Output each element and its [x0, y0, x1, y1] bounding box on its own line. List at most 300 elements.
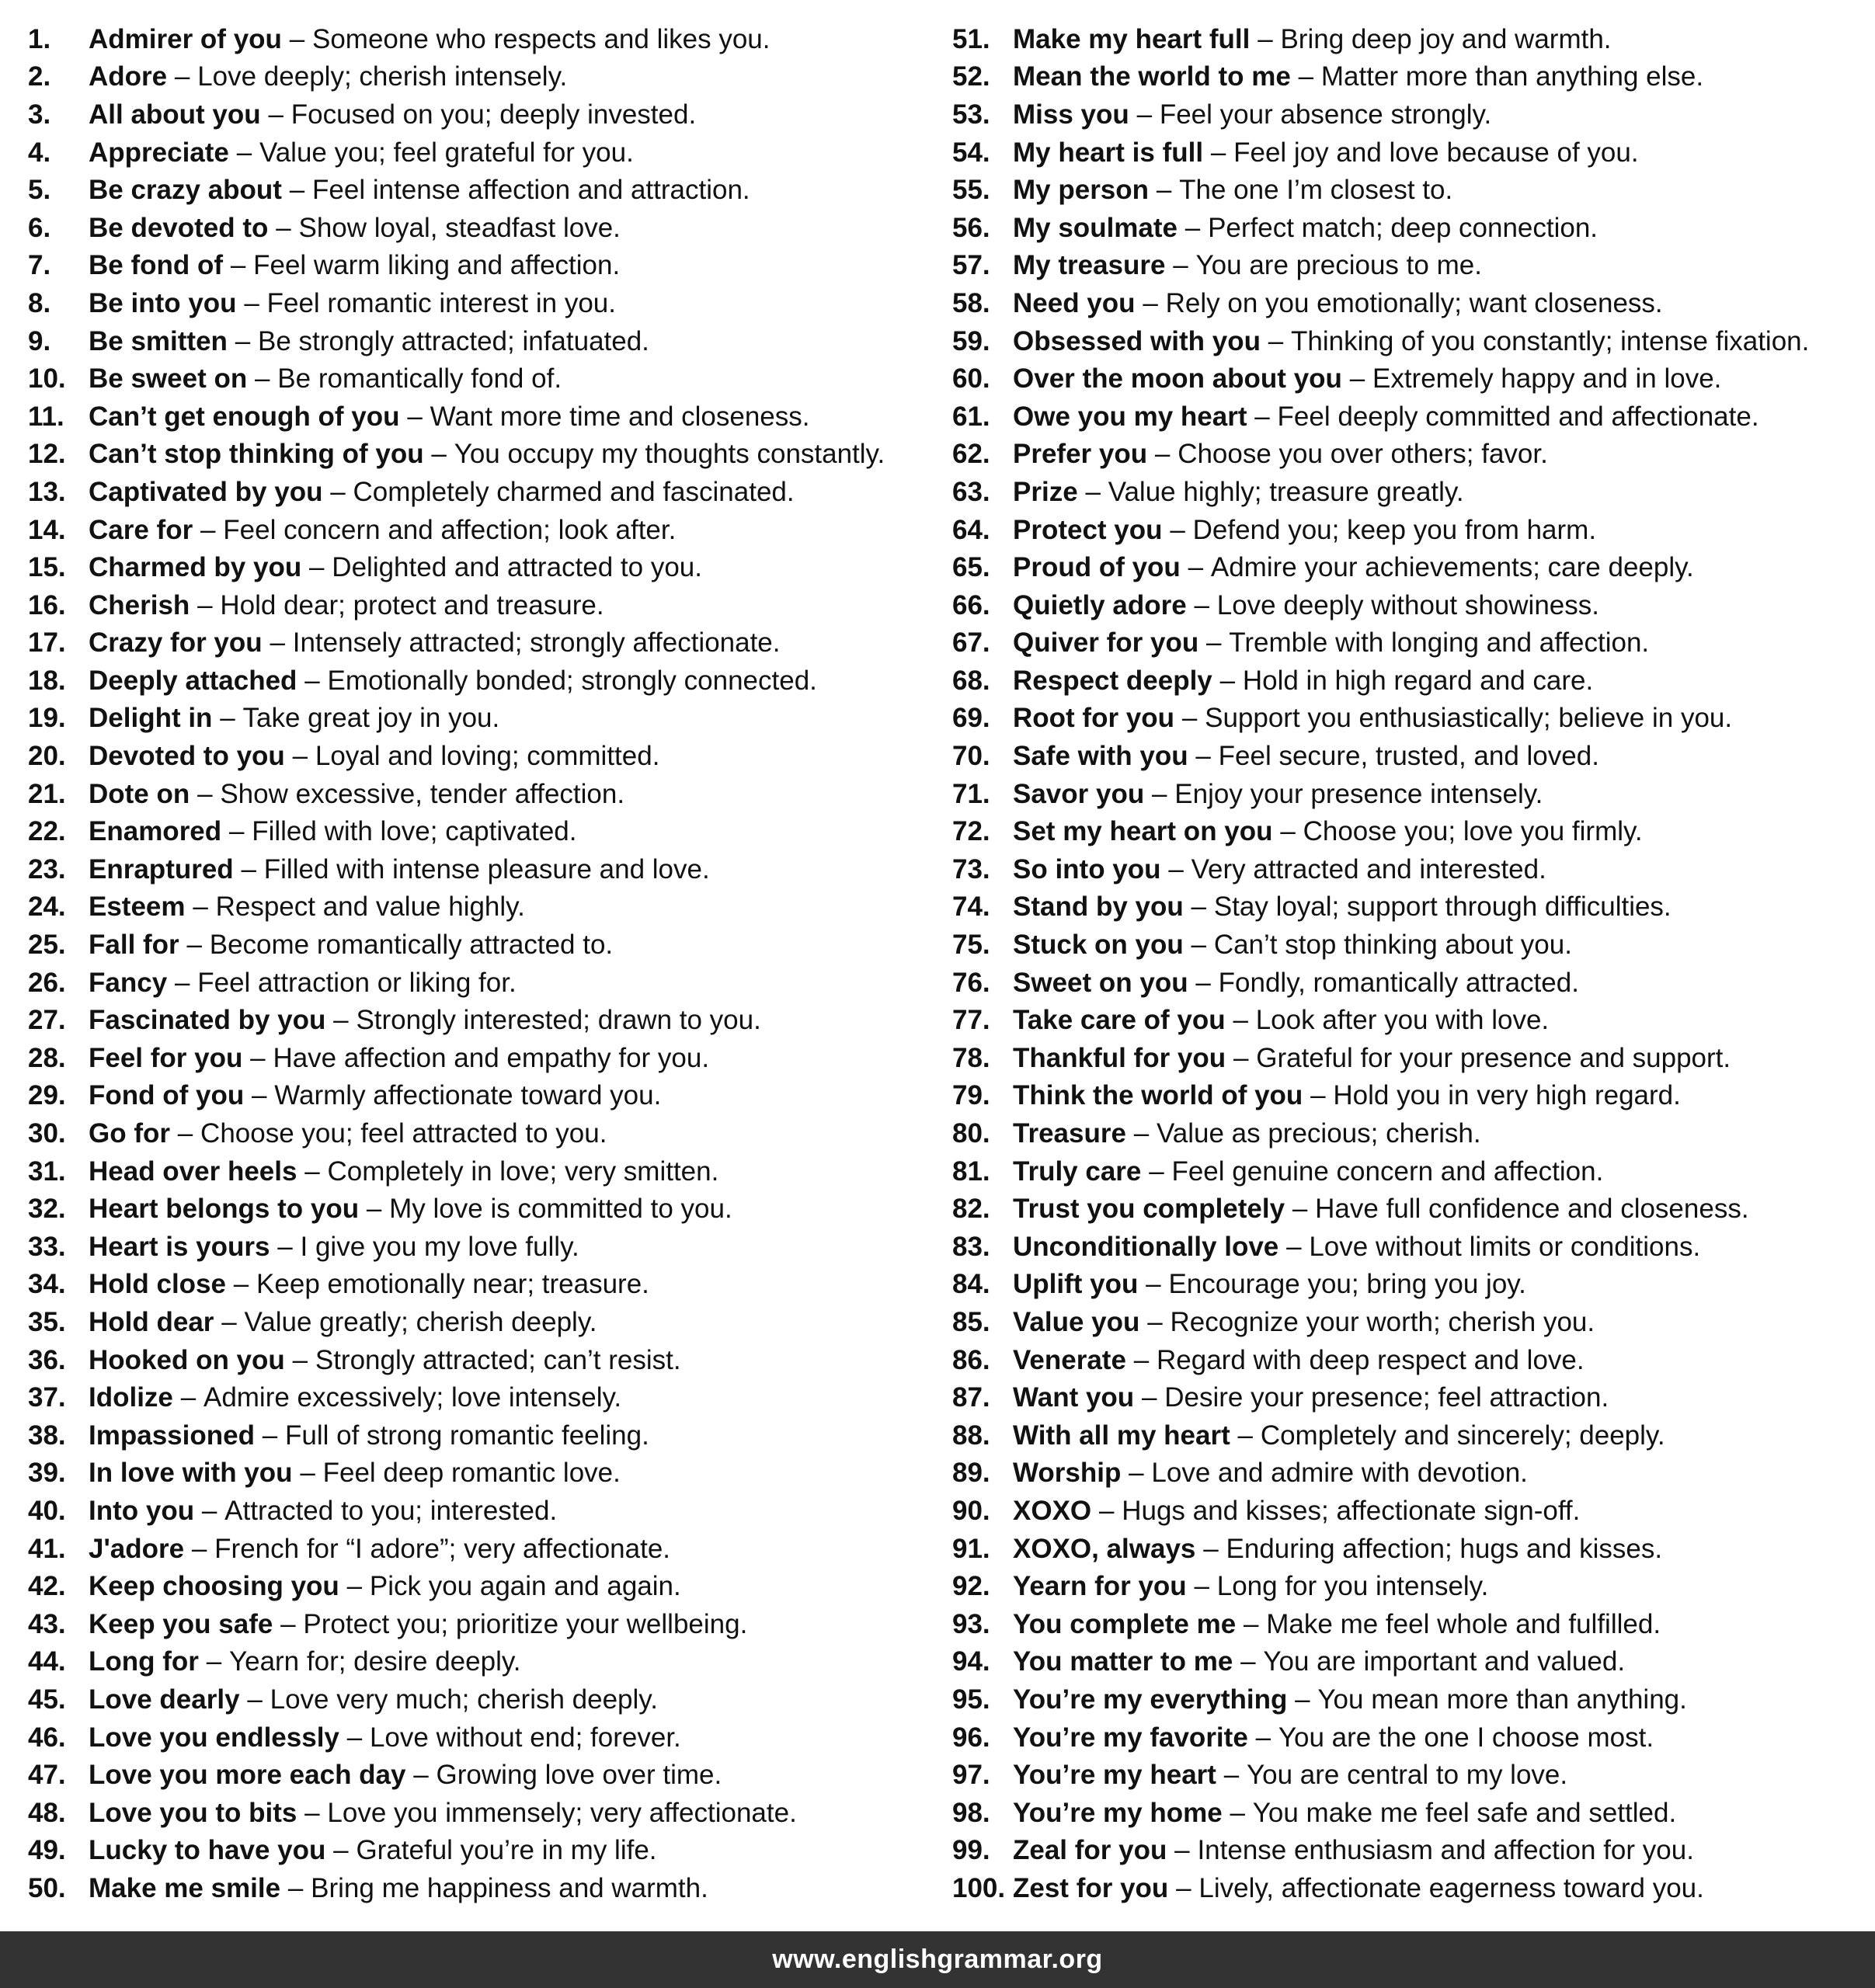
item-term: Quiver for you — [1013, 627, 1199, 659]
item-term: Into you — [89, 1495, 195, 1526]
item-number: 20. — [28, 741, 66, 772]
item-separator: – — [177, 1118, 193, 1149]
list-item — [28, 473, 944, 511]
item-definition: Intense enthusiasm and affection for you. — [1197, 1835, 1694, 1866]
list-item — [952, 1567, 1869, 1605]
item-separator: – — [268, 99, 284, 130]
item-definition: Be strongly attracted; infatuated. — [258, 325, 649, 356]
list-item — [28, 775, 944, 813]
item-number: 37. — [28, 1382, 66, 1413]
item-number: 82. — [952, 1194, 990, 1225]
item-definition: Completely in love; very smitten. — [327, 1156, 719, 1187]
item-definition: Feel genuine concern and affection. — [1171, 1156, 1604, 1187]
item-definition: Choose you; love you firmly. — [1303, 816, 1643, 847]
item-number: 40. — [28, 1495, 66, 1526]
item-definition: Love deeply without showiness. — [1216, 589, 1599, 620]
list-item — [952, 209, 1869, 247]
item-number: 3. — [28, 99, 51, 130]
item-number: 17. — [28, 627, 66, 659]
item-term: Deeply attached — [89, 665, 297, 696]
item-term: Take care of you — [1013, 1005, 1226, 1036]
item-definition: Choose you; feel attracted to you. — [200, 1118, 607, 1149]
item-separator: – — [1188, 552, 1204, 583]
list-item — [28, 624, 944, 662]
item-definition: Love without limits or conditions. — [1309, 1231, 1701, 1262]
item-number: 75. — [952, 930, 990, 961]
item-number: 79. — [952, 1080, 990, 1111]
list-item — [28, 1756, 944, 1794]
item-term: You’re my heart — [1013, 1760, 1216, 1791]
item-number: 55. — [952, 175, 990, 206]
item-term: Miss you — [1013, 99, 1129, 130]
item-number: 67. — [952, 627, 990, 659]
item-definition: Feel intense affection and attraction. — [312, 175, 750, 206]
list-item — [28, 1605, 944, 1643]
item-number: 19. — [28, 703, 66, 734]
item-separator: – — [206, 1646, 222, 1677]
item-number: 65. — [952, 552, 990, 583]
list-item — [952, 360, 1869, 398]
item-number: 59. — [952, 325, 990, 356]
item-definition: Full of strong romantic feeling. — [285, 1420, 649, 1451]
item-term: Stand by you — [1013, 891, 1184, 923]
list-item — [952, 58, 1869, 96]
list-item — [952, 1341, 1869, 1379]
item-separator: – — [1195, 741, 1211, 772]
item-term: Want you — [1013, 1382, 1135, 1413]
item-definition: Long for you intensely. — [1216, 1571, 1489, 1602]
item-term: My person — [1013, 175, 1150, 206]
item-term: Truly care — [1013, 1156, 1142, 1187]
item-separator: – — [236, 137, 252, 168]
item-separator: – — [174, 61, 190, 92]
item-number: 18. — [28, 665, 66, 696]
item-separator: – — [346, 1722, 363, 1753]
item-definition: Feel concern and affection; look after. — [223, 514, 677, 545]
item-separator: – — [1168, 853, 1184, 885]
item-number: 7. — [28, 250, 51, 281]
item-definition: Focused on you; deeply invested. — [290, 99, 697, 130]
item-separator: – — [230, 250, 246, 281]
item-separator: – — [1141, 1382, 1157, 1413]
item-separator: – — [1181, 703, 1198, 734]
list-item — [28, 1039, 944, 1077]
item-definition: Bring me happiness and warmth. — [311, 1872, 708, 1903]
item-separator: – — [191, 1533, 207, 1564]
item-separator: – — [1098, 1495, 1115, 1526]
item-term: Mean the world to me — [1013, 61, 1291, 92]
item-number: 15. — [28, 552, 66, 583]
item-term: With all my heart — [1013, 1420, 1230, 1451]
item-separator: – — [1133, 1344, 1150, 1375]
item-term: Lucky to have you — [89, 1835, 326, 1866]
list-item — [952, 1416, 1869, 1455]
item-separator: – — [200, 514, 216, 545]
footer-url[interactable]: www.englishgrammar.org — [772, 1945, 1103, 1974]
item-definition: Feel attraction or liking for. — [197, 967, 517, 998]
item-definition: Feel secure, trusted, and loved. — [1218, 741, 1599, 772]
item-term: My soulmate — [1013, 212, 1178, 243]
item-number: 46. — [28, 1722, 66, 1753]
item-definition: Filled with love; captivated. — [252, 816, 577, 847]
item-number: 98. — [952, 1797, 990, 1828]
item-separator: – — [1184, 212, 1201, 243]
item-definition: You are important and valued. — [1263, 1646, 1626, 1677]
item-term: Impassioned — [89, 1420, 255, 1451]
item-number: 48. — [28, 1797, 66, 1828]
item-separator: – — [1223, 1760, 1240, 1791]
list-item — [952, 247, 1869, 285]
item-term: Keep choosing you — [89, 1571, 339, 1602]
item-separator: – — [287, 1872, 304, 1903]
item-separator: – — [1194, 1571, 1209, 1602]
item-separator: – — [366, 1194, 382, 1225]
item-definition: Love without end; forever. — [369, 1722, 681, 1753]
item-term: You complete me — [1013, 1608, 1237, 1639]
item-number: 28. — [28, 1042, 66, 1073]
item-definition: Loyal and loving; committed. — [315, 741, 660, 772]
list-item — [28, 1001, 944, 1039]
item-separator: – — [174, 967, 190, 998]
item-term: Love you to bits — [89, 1797, 297, 1828]
item-definition: Protect you; prioritize your wellbeing. — [303, 1608, 748, 1639]
item-number: 83. — [952, 1231, 990, 1262]
item-separator: – — [289, 175, 305, 206]
list-item — [952, 322, 1869, 360]
item-definition: You are precious to me. — [1195, 250, 1482, 281]
item-definition: Take great joy in you. — [242, 703, 500, 734]
item-definition: Rely on you emotionally; want closeness. — [1165, 287, 1663, 318]
list-item — [952, 926, 1869, 964]
item-term: Obsessed with you — [1013, 325, 1261, 356]
item-separator: – — [1136, 99, 1153, 130]
item-number: 43. — [28, 1608, 66, 1639]
item-number: 85. — [952, 1306, 990, 1337]
item-term: All about you — [89, 99, 261, 130]
item-term: Prefer you — [1013, 439, 1148, 470]
item-term: Make me smile — [89, 1872, 281, 1903]
item-definition: Encourage you; bring you joy. — [1168, 1269, 1526, 1300]
item-definition: Love very much; cherish deeply. — [270, 1684, 658, 1715]
list-item — [28, 284, 944, 322]
item-separator: – — [1133, 1118, 1150, 1149]
item-term: Protect you — [1013, 514, 1163, 545]
list-item — [28, 888, 944, 926]
item-definition: Desire your presence; feel attraction. — [1164, 1382, 1609, 1413]
item-number: 99. — [952, 1835, 990, 1866]
list-item — [28, 360, 944, 398]
item-separator: – — [1280, 816, 1296, 847]
item-term: Hold dear — [89, 1306, 214, 1337]
list-item — [28, 511, 944, 549]
item-term: Cherish — [89, 589, 190, 620]
item-term: Be smitten — [89, 325, 228, 356]
list-item — [952, 700, 1869, 738]
item-definition: Intensely attracted; strongly affectionate. — [292, 627, 781, 659]
item-term: Need you — [1013, 287, 1136, 318]
item-number: 34. — [28, 1269, 66, 1300]
item-number: 94. — [952, 1646, 990, 1677]
item-separator: – — [197, 778, 213, 809]
list-item — [28, 1719, 944, 1757]
item-separator: – — [1195, 967, 1211, 998]
item-definition: Recognize your worth; cherish you. — [1170, 1306, 1595, 1337]
item-separator: – — [255, 363, 270, 394]
item-separator: – — [1254, 401, 1270, 432]
list-item — [952, 96, 1869, 134]
item-number: 63. — [952, 476, 990, 507]
item-term: Make my heart full — [1013, 23, 1251, 54]
list-item — [28, 1152, 944, 1190]
item-definition: Grateful you’re in my life. — [356, 1835, 657, 1866]
item-separator: – — [277, 1231, 293, 1262]
item-number: 13. — [28, 476, 66, 507]
item-definition: Strongly interested; drawn to you. — [356, 1005, 761, 1036]
item-number: 9. — [28, 325, 51, 356]
item-definition: You mean more than anything. — [1317, 1684, 1687, 1715]
list-item — [952, 1605, 1869, 1643]
item-separator: – — [280, 1608, 296, 1639]
item-definition: Extremely happy and in love. — [1372, 363, 1722, 394]
item-number: 95. — [952, 1684, 990, 1715]
item-term: Delight in — [89, 703, 213, 734]
item-separator: – — [1152, 778, 1167, 809]
item-number: 61. — [952, 401, 990, 432]
item-term: Appreciate — [89, 137, 229, 168]
item-term: Sweet on you — [1013, 967, 1188, 998]
item-number: 52. — [952, 61, 990, 92]
item-separator: – — [1233, 1005, 1248, 1036]
item-number: 87. — [952, 1382, 990, 1413]
item-term: XOXO, always — [1013, 1533, 1196, 1564]
item-number: 54. — [952, 137, 990, 168]
item-separator: – — [1170, 514, 1185, 545]
item-separator: – — [1149, 1156, 1164, 1187]
list-item — [28, 322, 944, 360]
item-definition: Lively, affectionate eagerness toward you. — [1198, 1872, 1704, 1903]
item-separator: – — [252, 1080, 267, 1111]
word-list — [0, 20, 1875, 1909]
list-item — [28, 1643, 944, 1681]
item-separator: – — [1174, 1835, 1190, 1866]
item-term: Idolize — [89, 1382, 173, 1413]
item-term: Can’t stop thinking of you — [89, 439, 424, 470]
list-item — [952, 812, 1869, 850]
item-term: Head over heels — [89, 1156, 297, 1187]
item-number: 100. — [952, 1872, 1006, 1903]
item-separator: – — [1146, 1269, 1161, 1300]
item-number: 11. — [28, 401, 64, 432]
list-item — [28, 700, 944, 738]
list-item — [28, 1378, 944, 1416]
item-separator: – — [201, 1495, 217, 1526]
item-definition: Love and admire with devotion. — [1151, 1458, 1528, 1489]
item-separator: – — [228, 816, 245, 847]
item-term: Esteem — [89, 891, 186, 923]
item-term: Devoted to you — [89, 741, 285, 772]
list-item — [952, 20, 1869, 58]
list-item — [28, 1794, 944, 1832]
item-separator: – — [1237, 1420, 1254, 1451]
item-separator: – — [304, 1156, 320, 1187]
item-definition: Grateful for your presence and support. — [1256, 1042, 1731, 1073]
item-term: In love with you — [89, 1458, 293, 1489]
item-term: Stuck on you — [1013, 930, 1184, 961]
list-item — [952, 1680, 1869, 1719]
list-item — [28, 1680, 944, 1719]
item-term: Be devoted to — [89, 212, 269, 243]
footer-bar — [0, 1931, 1875, 1988]
list-item — [952, 1152, 1869, 1190]
list-item — [952, 1719, 1869, 1757]
list-item — [952, 850, 1869, 888]
item-number: 64. — [952, 514, 990, 545]
item-term: Feel for you — [89, 1042, 243, 1073]
item-term: Worship — [1013, 1458, 1122, 1489]
item-definition: Completely charmed and fascinated. — [353, 476, 795, 507]
item-number: 23. — [28, 853, 66, 885]
item-definition: Defend you; keep you from harm. — [1192, 514, 1597, 545]
item-separator: – — [292, 1344, 308, 1375]
item-number: 38. — [28, 1420, 66, 1451]
item-definition: Feel your absence strongly. — [1159, 99, 1492, 130]
item-term: Charmed by you — [89, 552, 302, 583]
item-term: Fond of you — [89, 1080, 245, 1111]
item-definition: Hugs and kisses; affectionate sign-off. — [1122, 1495, 1581, 1526]
item-separator: – — [333, 1835, 349, 1866]
list-item — [952, 624, 1869, 662]
item-term: Fascinated by you — [89, 1005, 326, 1036]
item-separator: – — [1255, 1722, 1271, 1753]
item-separator: – — [270, 627, 285, 659]
item-number: 50. — [28, 1872, 66, 1903]
item-definition: Value you; feel grateful for you. — [259, 137, 634, 168]
list-item — [28, 1530, 944, 1568]
list-item — [952, 548, 1869, 586]
item-definition: Emotionally bonded; strongly connected. — [327, 665, 817, 696]
item-number: 22. — [28, 816, 66, 847]
item-definition: Warmly affectionate toward you. — [274, 1080, 662, 1111]
item-separator: – — [407, 401, 423, 432]
list-item — [28, 850, 944, 888]
item-definition: Become romantically attracted to. — [209, 930, 614, 961]
item-separator: – — [1129, 1458, 1144, 1489]
item-term: Dote on — [89, 778, 190, 809]
item-term: Care for — [89, 514, 193, 545]
item-separator: – — [1292, 1194, 1308, 1225]
item-definition: You occupy my thoughts constantly. — [454, 439, 885, 470]
item-term: Go for — [89, 1118, 170, 1149]
item-definition: Pick you again and again. — [369, 1571, 681, 1602]
list-item — [952, 586, 1869, 624]
item-definition: Have full confidence and closeness. — [1315, 1194, 1749, 1225]
item-separator: – — [220, 703, 235, 734]
item-separator: – — [1244, 1608, 1259, 1639]
item-number: 56. — [952, 212, 990, 243]
item-definition: Feel deeply committed and affectionate. — [1277, 401, 1759, 432]
item-definition: I give you my love fully. — [300, 1231, 579, 1262]
list-item — [28, 398, 944, 436]
item-definition: Delighted and attracted to you. — [332, 552, 703, 583]
item-definition: Value greatly; cherish deeply. — [244, 1306, 597, 1337]
item-number: 36. — [28, 1344, 66, 1375]
item-number: 8. — [28, 287, 51, 318]
list-item — [28, 662, 944, 700]
item-separator: – — [304, 665, 320, 696]
item-definition: Filled with intense pleasure and love. — [263, 853, 710, 885]
list-item — [952, 1378, 1869, 1416]
item-term: Crazy for you — [89, 627, 263, 659]
list-item — [952, 473, 1869, 511]
list-item — [28, 1077, 944, 1115]
item-number: 42. — [28, 1571, 66, 1602]
right-column — [952, 20, 1869, 1907]
item-definition: Have affection and empathy for you. — [273, 1042, 710, 1073]
item-term: Trust you completely — [1013, 1194, 1285, 1225]
item-term: J'adore — [89, 1533, 185, 1564]
item-number: 51. — [952, 23, 990, 54]
item-separator: – — [180, 1382, 197, 1413]
item-definition: Tremble with longing and affection. — [1229, 627, 1650, 659]
item-term: Set my heart on you — [1013, 816, 1273, 847]
list-item — [952, 1756, 1869, 1794]
item-term: Heart is yours — [89, 1231, 270, 1262]
item-definition: Perfect match; deep connection. — [1208, 212, 1598, 243]
item-definition: Thinking of you constantly; intense fixation. — [1291, 325, 1810, 356]
item-separator: – — [1268, 325, 1284, 356]
item-term: You’re my home — [1013, 1797, 1223, 1828]
item-term: Keep you safe — [89, 1608, 273, 1639]
item-number: 41. — [28, 1533, 66, 1564]
item-number: 57. — [952, 250, 990, 281]
item-number: 39. — [28, 1458, 66, 1489]
list-item — [28, 247, 944, 285]
item-definition: Show excessive, tender affection. — [220, 778, 625, 809]
item-number: 16. — [28, 589, 66, 620]
item-number: 58. — [952, 287, 990, 318]
item-term: Respect deeply — [1013, 665, 1212, 696]
item-number: 81. — [952, 1156, 990, 1187]
item-number: 6. — [28, 212, 51, 243]
item-definition: Regard with deep respect and love. — [1157, 1344, 1585, 1375]
item-separator: – — [1230, 1797, 1245, 1828]
item-definition: Enduring affection; hugs and kisses. — [1226, 1533, 1663, 1564]
item-number: 30. — [28, 1118, 66, 1149]
item-term: Prize — [1013, 476, 1078, 507]
list-item — [28, 1869, 944, 1907]
item-term: Uplift you — [1013, 1269, 1139, 1300]
list-item — [952, 1266, 1869, 1304]
list-item — [952, 436, 1869, 474]
item-term: Long for — [89, 1646, 199, 1677]
item-separator: – — [1206, 627, 1222, 659]
list-item — [28, 1114, 944, 1152]
item-number: 33. — [28, 1231, 66, 1262]
item-separator: – — [1298, 61, 1314, 92]
item-definition: Fondly, romantically attracted. — [1218, 967, 1579, 998]
list-item — [952, 1832, 1869, 1870]
item-separator: – — [1349, 363, 1365, 394]
item-number: 53. — [952, 99, 990, 130]
item-term: Owe you my heart — [1013, 401, 1247, 432]
item-number: 76. — [952, 967, 990, 998]
item-separator: – — [193, 891, 208, 923]
list-item — [28, 737, 944, 775]
list-item — [952, 662, 1869, 700]
item-term: Love you endlessly — [89, 1722, 339, 1753]
item-number: 96. — [952, 1722, 990, 1753]
item-definition: You are central to my love. — [1247, 1760, 1568, 1791]
